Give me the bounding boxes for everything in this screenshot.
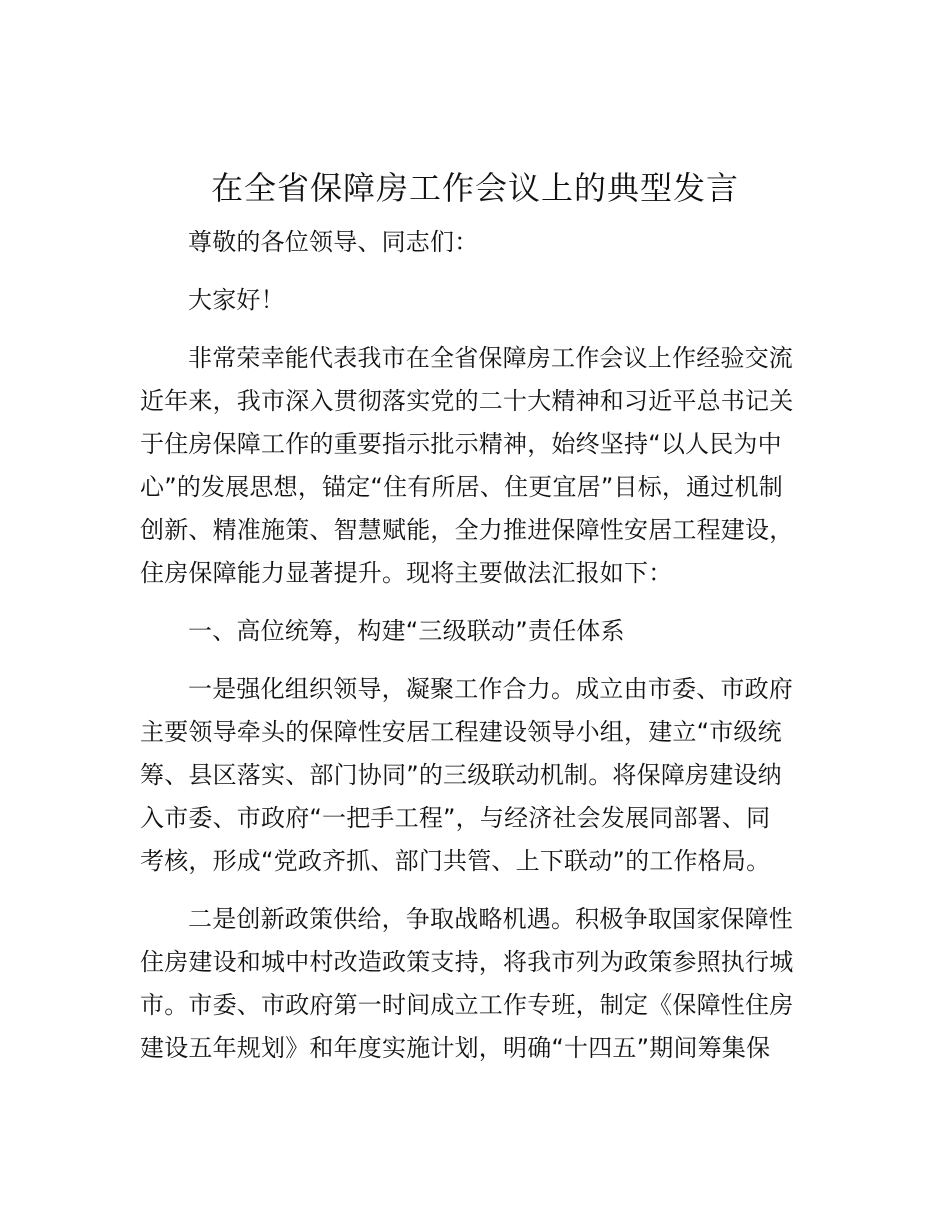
text-line: 市。市委、市政府第一时间成立工作专班，制定《保障性住房: [140, 991, 794, 1019]
point-two-paragraph: [140, 898, 810, 1070]
text-line: 住房保障能力显著提升。现将主要做法汇报如下：: [140, 559, 673, 587]
text-line: 主要领导牵头的保障性安居工程建设领导小组，建立“市级统: [140, 718, 782, 746]
text-line: 入市委、市政府“一把手工程”，与经济社会发展同部署、同: [140, 804, 771, 832]
text-line: 住房建设和城中村改造政策支持，将我市列为政策参照执行城: [140, 948, 794, 976]
text-line: 创新、精准施策、智慧赋能，全力推进保障性安居工程建设，: [140, 516, 794, 544]
text-line: 二是创新政策供给，争取战略机遇。积极争取国家保障性: [188, 905, 793, 933]
text-line: 近年来，我市深入贯彻落实党的二十大精神和习近平总书记关: [140, 387, 794, 415]
text-line: 心”的发展思想，锚定“住有所居、住更宜居”目标，通过机制: [140, 473, 783, 501]
text-line: 一是强化组织领导，凝聚工作合力。成立由市委、市政府: [188, 675, 793, 703]
greeting: 大家好！: [188, 286, 285, 314]
text-line: 考核，形成“党政齐抓、部门共管、上下联动”的工作格局。: [140, 847, 771, 875]
text-line: 筹、县区落实、部门协同”的三级联动机制。将保障房建设纳: [140, 761, 782, 789]
document-body: [140, 221, 810, 1085]
intro-paragraph: [140, 337, 810, 595]
point-one-paragraph: [140, 668, 810, 883]
section-heading: 一、高位统筹，构建“三级联动”责任体系: [188, 617, 625, 645]
document-title: 在全省保障房工作会议上的典型发言: [210, 169, 739, 207]
text-line: 于住房保障工作的重要指示批示精神，始终坚持“以人民为中: [140, 430, 782, 458]
salutation: 尊敬的各位领导、同志们：: [188, 228, 479, 256]
text-line: 非常荣幸能代表我市在全省保障房工作会议上作经验交流: [188, 344, 793, 372]
text-line: 建设五年规划》和年度实施计划，明确“十四五”期间筹集保: [140, 1034, 771, 1062]
